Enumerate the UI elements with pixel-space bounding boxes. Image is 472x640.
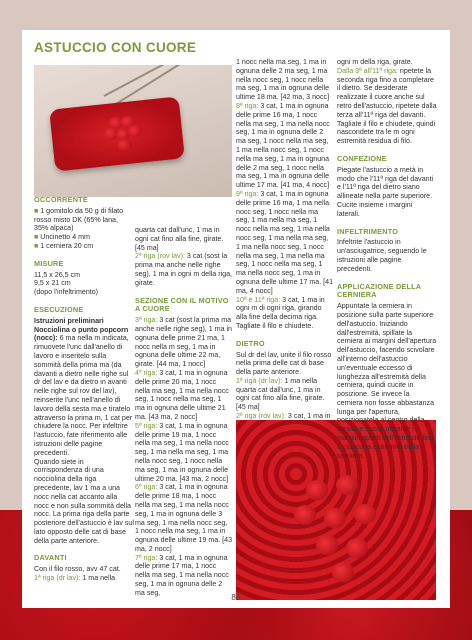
measure-line: (dopo l'infeltrimento) xyxy=(34,288,99,297)
popcorn-stitch-icon xyxy=(346,538,368,558)
popcorn-stitch-icon xyxy=(306,480,328,500)
popcorn-stitch-icon xyxy=(336,475,358,495)
material-item: ■ Uncinetto 4 mm xyxy=(34,233,90,242)
section-heading-infeltrimento: INFELTRIMENTO xyxy=(337,226,399,236)
bullet-icon: ■ xyxy=(34,241,41,250)
section-heading-misure: MISURE xyxy=(34,258,64,268)
purse-photo xyxy=(34,65,232,197)
popcorn-stitch-icon xyxy=(332,562,354,582)
paragraph: Appuntate la cerniera in posizione sulla parte superiore dell'astuccio. Iniziando dall'estremità, spillate la cerniera ai margini dell'apertura dell'astuccio, facendo scivolare all'interno dell'astuccio un'eventuale eccesso di lunghezza all'estremità della cerniera, quindi cucite in posizione. Se invece la cerniera non fosse abbastanza lunga per l'apertura, posizionatela al centro della stessa e cucite insieme i margini aperti dell'astuccio fino a ciascuna estremità della cerniera. xyxy=(337,302,437,460)
section-heading-occorrente: OCCORRENTE xyxy=(34,195,88,204)
column-3 xyxy=(236,58,333,421)
section-heading-confezione: CONFEZIONE xyxy=(337,153,387,163)
row-instruction: 2ª riga (rov lav): 3 cat, 1 ma in xyxy=(236,412,331,421)
column-2 xyxy=(135,226,232,598)
row-instruction: 10ª e 11ª riga: 3 cat, 1 ma in ogni m di ogni riga, girando alla fine della decima riga. Tagliate il filo e chiudete. xyxy=(236,295,325,330)
nocciolina-paragraph: Nocciolina o punto popcorn (nocc): 6 ma nella m indicata, rimuovete l'unc dall'anello di lavoro e inseritelo sulla sommità della prima ma (da davanti a dietro nelle righe sul dr del lav e da dietro in avanti nelle righe sul rov del lav), reinserite l'unc nell'anello di lavoro della sesta ma e tiratelo attraverso la prima m, 1 cat per chiudere la nocc. Per infeltrire l'astuccio, fate riferimento alle istruzioni delle pagine precedenti. xyxy=(34,325,133,457)
popcorn-stitch-icon xyxy=(117,139,132,152)
row-instruction: 3ª riga: 3 cat (sost la prima ma anche nelle righe seg), 1 ma in ognuna delle prime 21 ma, 1 nocc nella m seg, 1 ma in ognuna delle ultime 22 ma, girate. [44 ma, 1 nocc] xyxy=(135,316,233,369)
row-instruction: 8ª riga: 3 cat, 1 ma in ognuna delle prime 16 ma, 1 nocc nella ma seg, 1 ma nella nocc seg, 1 ma in ognuna delle 2 ma seg, 1 nocc nella ma seg, 1 ma nella nocc seg, 1 nocc nella ma seg, 1 ma in ognuna delle 2 ma seg, 1 nocc nella ma seg, 1 ma in ognuna delle ultime 17 ma. [41 ma, 4 nocc] xyxy=(236,101,330,190)
row-instruction: 7ª riga: 3 cat, 1 ma in ognuna delle prime 17 ma, 1 nocc nella ma seg, 1 ma nella nocc seg, 1 ma in ognuna delle 2 ma seg, xyxy=(135,553,229,597)
page-number: 81 xyxy=(231,592,241,602)
paragraph: Infeltrite l'astuccio in un'asciugatrice, seguendo le istruzioni alle pagine precedenti. xyxy=(337,238,427,273)
material-item: ■ 1 gomitolo da 50 g di filato rosso misto DK (65% lana, 35% alpaca) xyxy=(34,206,124,233)
popcorn-stitch-icon xyxy=(324,508,346,528)
popcorn-stitch-icon xyxy=(316,535,338,555)
paragraph: quarta cat dall'unc, 1 ma in ogni cat fino alla fine, girate. [45 ma] xyxy=(135,226,224,252)
nocciolina-paragraph-2: Quando siete in corrispondenza di una nocciolina della riga precedente, lav 1 ma a una nocc nella cat accanto alla nocc e non sulla sommità della nocc. La prima riga della parte posteriore dell'astuccio è lav sul lato opposto delle cat di base della parte anteriore. xyxy=(34,457,134,545)
row-instruction: 6ª riga: 3 cat, 1 ma in ognuna delle prime 18 ma, 1 nocc nella ma seg, 1 ma nella nocc seg, 1 ma in ognuna delle 3 ma seg, 1 ma nella nocc seg, 1 nocc nella ma seg, 1 ma in ognuna delle ultime 19 ma. [43 ma, 2 nocc] xyxy=(135,483,233,553)
paragraph: Piegate l'astuccio a metà in modo che l'11ª riga del davanti e l'11ª riga del dietro siano allineate nella parte superiore. Cucite insieme i margini laterali. xyxy=(337,165,434,218)
section-heading-motivo: SEZIONE CON IL MOTIVO A CUORE xyxy=(135,295,229,314)
popcorn-stitch-icon xyxy=(354,504,376,524)
magazine-page xyxy=(22,30,450,608)
row-instruction: 4ª riga: 3 cat, 1 ma in ognuna delle prime 20 ma, 1 nocc nella ma seg, 1 ma nella nocc seg, 1 nocc nella ma seg, 1 ma in ognuna delle ultime 21 ma. [43 ma, 2 nocc] xyxy=(135,368,229,421)
row-instruction: 1ª riga (dr lav): 1 ma nella quarta cat dall'unc, 1 ma in ogni cat fino alla fine, girate. [45 ma] xyxy=(236,376,325,412)
paragraph: ogni m della riga, girate. xyxy=(337,58,413,66)
row-instruction: 1ª riga (dr lav): 1 ma nella xyxy=(34,574,116,583)
material-item: ■ 1 cerniera 20 cm xyxy=(34,241,94,250)
bullet-icon: ■ xyxy=(34,233,41,242)
section-heading-dietro: DIETRO xyxy=(236,338,265,348)
paragraph: 1 nocc nella ma seg, 1 ma in ognuna delle 2 ma seg, 1 ma nella nocc seg, 1 nocc nella ma seg, 1 ma in ognuna delle ultime 18 ma. [42 ma, 3 nocc] xyxy=(236,58,330,102)
davanti-text: Con il filo rosso, avv 47 cat. xyxy=(34,565,121,574)
row-instruction: 5ª riga: 3 cat, 1 ma in ognuna delle prime 19 ma, 1 nocc nella ma seg, 1 ma nella nocc seg, 1 ma nella ma seg, 1 ma nella nocc seg, 1 nocc nella ma seg, 1 ma in ognuna delle ultime 20 ma. [43 ma, 2 nocc] xyxy=(135,421,229,483)
page-title: ASTUCCIO CON CUORE xyxy=(34,40,197,55)
section-heading-cerniera: APPLICAZIONE DELLA CERNIERA xyxy=(337,281,422,300)
measure-line: 11,5 x 26,5 cm xyxy=(34,270,81,279)
subheading-istruzioni: Istruzioni preliminari xyxy=(34,316,104,325)
bullet-icon: ■ xyxy=(34,206,41,215)
row-instruction: 2ª riga (rov lav): 3 cat (sost la prima ma anche nelle righe seg), 1 ma in ogni m della riga, girate. xyxy=(135,252,232,287)
measure-line: 9,5 x 21 cm xyxy=(34,279,71,288)
popcorn-stitch-icon xyxy=(127,124,142,137)
row-instruction: 9ª riga: 3 cat, 1 ma in ognuna delle prime 16 ma, 1 ma nella nocc seg, 1 nocc nella ma seg, 1 ma nella ma seg, 1 nocc nella ma seg, 1 ma nella nocc seg, 1 ma nella ma seg, 1 ma nella nocc seg, 1 nocc nella ma seg, 1 ma nella ma seg, 1 nocc nella ma seg, 1 ma nella nocc seg, 1 ma in ognuna delle ultime 17 ma. [41 ma, 4 nocc] xyxy=(236,189,334,295)
row-instruction: Dalla 3ª all'11ª riga: ripetete la seconda riga fino a completare il dietro. Se desiderate realizzate il cuore anche sul retro dell'astuccio, ripetete dalla terza all'11ª riga del davanti. Tagliate il filo e chiudete, quindi nascondete tra le m ogni estremità residua di filo. xyxy=(337,66,437,146)
column-1 xyxy=(34,196,134,583)
section-heading-esecuzione: ESECUZIONE xyxy=(34,304,84,314)
popcorn-stitch-icon xyxy=(294,505,316,525)
column-4 xyxy=(337,58,437,460)
red-purse-image xyxy=(49,96,185,171)
section-heading-davanti: DAVANTI xyxy=(34,553,67,563)
paragraph: Sul dr del lav, unite il filo rosso nella prima delle cat di base della parte anteriore. xyxy=(236,350,332,377)
